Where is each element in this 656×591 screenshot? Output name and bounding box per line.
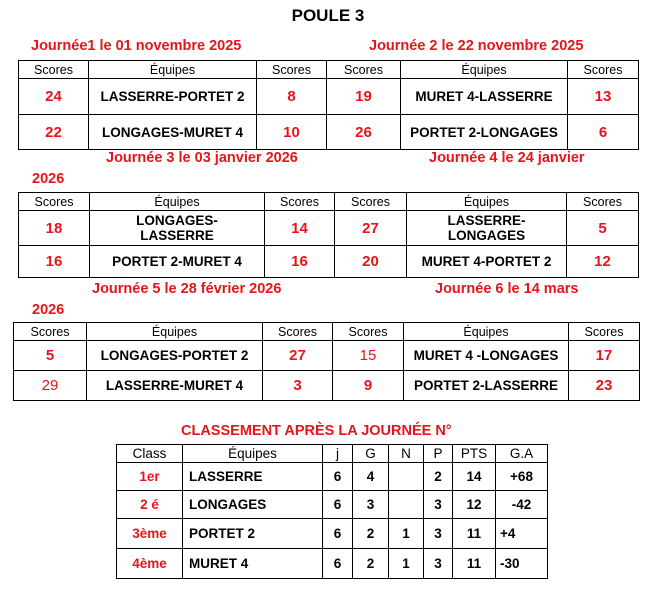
- played-cell: 6: [323, 519, 353, 549]
- match-cell: PORTET 2-MURET 4: [90, 246, 265, 278]
- col-header-scores: Scores: [257, 61, 327, 79]
- table-row: [19, 246, 639, 278]
- col-header-equipes: Équipes: [404, 323, 569, 341]
- score-cell: 16: [265, 246, 335, 278]
- team-cell: LONGAGES: [183, 491, 323, 519]
- score-cell: 13: [568, 79, 639, 115]
- match-cell: LASSERRE-LONGAGES: [407, 211, 567, 246]
- col-header-equipes: Équipes: [401, 61, 568, 79]
- points-cell: 11: [453, 519, 496, 549]
- col-header-scores: Scores: [567, 193, 639, 211]
- table-row: [19, 115, 639, 150]
- score-cell: 19: [327, 79, 401, 115]
- goal-average-cell: -30: [496, 549, 548, 579]
- results-table-j5-j6: [13, 322, 640, 401]
- col-header-scores: Scores: [19, 61, 89, 79]
- points-cell: 11: [453, 549, 496, 579]
- score-cell: 15: [333, 341, 404, 371]
- goal-average-cell: +4: [496, 519, 548, 549]
- journee-6-heading: Journée 6 le 14 mars: [435, 281, 579, 297]
- journee-5-heading: Journée 5 le 28 février 2026: [92, 281, 282, 297]
- lost-cell: 3: [424, 549, 453, 579]
- col-header-scores: Scores: [263, 323, 333, 341]
- col-header-equipes: Équipes: [89, 61, 257, 79]
- score-cell: 3: [263, 371, 333, 401]
- won-cell: 4: [353, 463, 389, 491]
- score-cell: 12: [567, 246, 639, 278]
- score-cell: 10: [257, 115, 327, 150]
- ranking-table: [116, 444, 548, 579]
- rank-cell: 3ème: [117, 519, 183, 549]
- col-header-scores: Scores: [14, 323, 87, 341]
- score-cell: 23: [569, 371, 640, 401]
- score-cell: 8: [257, 79, 327, 115]
- played-cell: 6: [323, 491, 353, 519]
- score-cell: 24: [19, 79, 89, 115]
- match-cell: PORTET 2-LONGAGES: [401, 115, 568, 150]
- match-cell: LONGAGES-PORTET 2: [87, 341, 263, 371]
- col-header-scores: Scores: [568, 61, 639, 79]
- col-header-class: Class: [117, 445, 183, 463]
- table-row: [14, 371, 640, 401]
- col-header-scores: Scores: [333, 323, 404, 341]
- match-cell: LONGAGES-LASSERRE: [90, 211, 265, 246]
- col-header-scores: Scores: [265, 193, 335, 211]
- draw-cell: [389, 463, 424, 491]
- score-cell: 16: [19, 246, 90, 278]
- journee-4-heading: Journée 4 le 24 janvier: [429, 150, 585, 166]
- col-header-equipes: Équipes: [90, 193, 265, 211]
- goal-average-cell: +68: [496, 463, 548, 491]
- points-cell: 12: [453, 491, 496, 519]
- match-cell: MURET 4-LASSERRE: [401, 79, 568, 115]
- score-cell: 18: [19, 211, 90, 246]
- table-row: [117, 463, 548, 491]
- won-cell: 2: [353, 549, 389, 579]
- score-cell: 5: [567, 211, 639, 246]
- col-header-scores: Scores: [327, 61, 401, 79]
- rank-cell: 4ème: [117, 549, 183, 579]
- table-row: [14, 341, 640, 371]
- won-cell: 2: [353, 519, 389, 549]
- col-header-scores: Scores: [569, 323, 640, 341]
- table-row: [117, 549, 548, 579]
- points-cell: 14: [453, 463, 496, 491]
- score-cell: 26: [327, 115, 401, 150]
- score-cell: 29: [14, 371, 87, 401]
- score-cell: 20: [335, 246, 407, 278]
- results-table-j3-j4: [18, 192, 639, 278]
- col-header-p: P: [424, 445, 453, 463]
- table-row: [19, 211, 639, 246]
- score-cell: 22: [19, 115, 89, 150]
- team-cell: LASSERRE: [183, 463, 323, 491]
- col-header-scores: Scores: [19, 193, 90, 211]
- table-row: [19, 79, 639, 115]
- journee-3-heading: Journée 3 le 03 janvier 2026: [106, 150, 298, 166]
- table-row: [117, 519, 548, 549]
- page-title: POULE 3: [291, 6, 365, 25]
- col-header-n: N: [389, 445, 424, 463]
- lost-cell: 3: [424, 519, 453, 549]
- match-cell: LASSERRE-MURET 4: [87, 371, 263, 401]
- table-row: [117, 491, 548, 519]
- draw-cell: 1: [389, 549, 424, 579]
- won-cell: 3: [353, 491, 389, 519]
- journee-4-year: 2026: [32, 171, 65, 187]
- team-cell: MURET 4: [183, 549, 323, 579]
- score-cell: 27: [263, 341, 333, 371]
- col-header-equipes: Équipes: [183, 445, 323, 463]
- col-header-ga: G.A: [496, 445, 548, 463]
- goal-average-cell: -42: [496, 491, 548, 519]
- rank-cell: 2 é: [117, 491, 183, 519]
- score-cell: 14: [265, 211, 335, 246]
- lost-cell: 3: [424, 491, 453, 519]
- score-cell: 6: [568, 115, 639, 150]
- match-cell: MURET 4 -LONGAGES: [404, 341, 569, 371]
- rank-cell: 1er: [117, 463, 183, 491]
- match-cell: LONGAGES-MURET 4: [89, 115, 257, 150]
- journee-2-heading: Journée 2 le 22 novembre 2025: [369, 38, 584, 54]
- score-cell: 17: [569, 341, 640, 371]
- col-header-equipes: Équipes: [87, 323, 263, 341]
- played-cell: 6: [323, 463, 353, 491]
- col-header-pts: PTS: [453, 445, 496, 463]
- ranking-title: CLASSEMENT APRÈS LA JOURNÉE N°: [181, 423, 452, 439]
- draw-cell: 1: [389, 519, 424, 549]
- journee-1-heading: Journée1 le 01 novembre 2025: [31, 38, 242, 54]
- match-cell: LASSERRE-PORTET 2: [89, 79, 257, 115]
- played-cell: 6: [323, 549, 353, 579]
- score-cell: 27: [335, 211, 407, 246]
- match-cell: MURET 4-PORTET 2: [407, 246, 567, 278]
- draw-cell: [389, 491, 424, 519]
- score-cell: 5: [14, 341, 87, 371]
- col-header-scores: Scores: [335, 193, 407, 211]
- score-cell: 9: [333, 371, 404, 401]
- col-header-equipes: Équipes: [407, 193, 567, 211]
- team-cell: PORTET 2: [183, 519, 323, 549]
- match-cell: PORTET 2-LASSERRE: [404, 371, 569, 401]
- col-header-g: G: [353, 445, 389, 463]
- journee-6-year: 2026: [32, 302, 65, 318]
- results-table-j1-j2: [18, 60, 639, 150]
- lost-cell: 2: [424, 463, 453, 491]
- col-header-j: j: [323, 445, 353, 463]
